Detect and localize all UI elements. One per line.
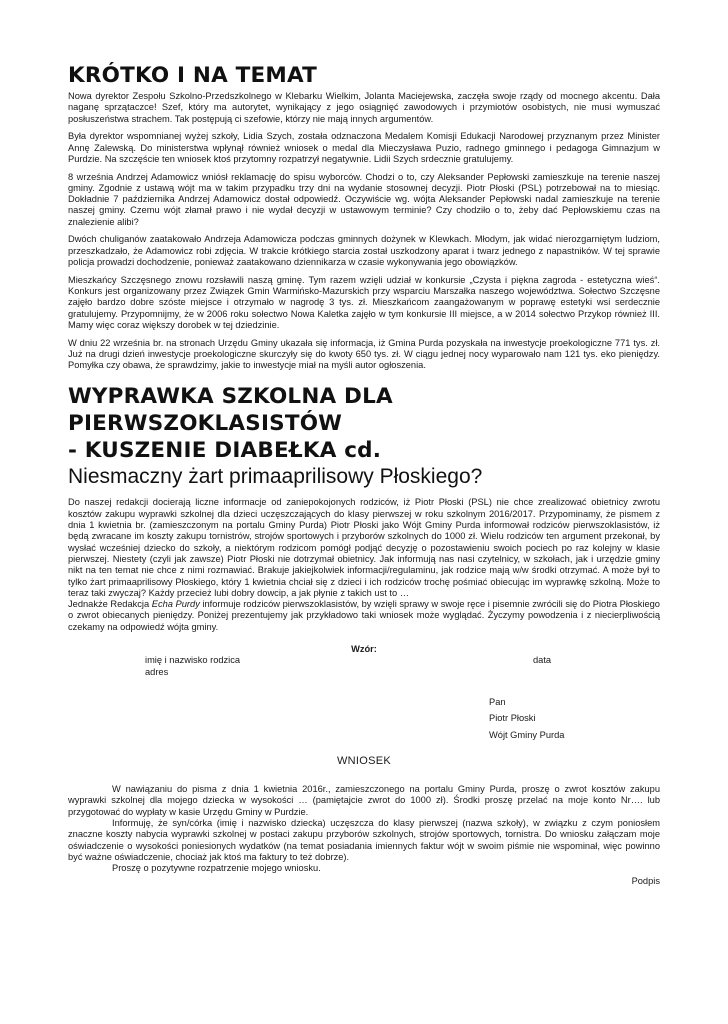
news-paragraph-3: 8 września Andrzej Adamowicz wniósł reklamację do spisu wyborców. Chodzi o to, czy Aleksander Pepłowski zamieszkuje na terenie naszej gminy. Zgodnie z ustawą wójt ma w takim przypadku trzy dni na wydanie stosownej decyzji. Piotr Płoski (PSL) potrzebował na to miesiąc. Dokładnie 7 października Andrzej Adamowicz dostał odpowiedź. Oczywiście wg. wójta Aleksander Pepłowski nadal zamieszkuje na terenie naszej gminy. Czemu wójt złamał prawo i nie wydał decyzji w ustawowym terminie? Czy chodziło o to, żeby dać Pepłowskiemu czas na znalezienie alibi? — [68, 171, 660, 227]
application-paragraph-2: Informuję, że syn/córka (imię i nazwisko dziecka) uczęszcza do klasy pierwszej (nazwa szkoły), w związku z czym poniosłem znaczne koszty nabycia wyprawki szkolnej w postaci zakupu przyborów szkolnych, strojów sportowych, tornistra. Do wniosku załączam moje oświadczenie o wysokości poniesionych wydatków (na temat posiadania imiennych faktur wójt w swoim piśmie nie wspominał, więc powinno być ważne oświadczenie, chociaż jak ktoś ma faktury to też dobrze). — [68, 817, 660, 862]
application-paragraph-3: Proszę o pozytywne rozpatrzenie mojego wniosku. — [112, 863, 321, 874]
date-label: data — [533, 655, 552, 666]
closing-text-end: informuje rodziców pierwszoklasistów, by wzięli sprawy w swoje ręce i pisemnie zwrócili się do Piotra Płoskiego o zwrot obiecanych pieniędzy. Poniżej prezentujemy jak przykładowo taki wniosek może wyglądać. Życzymy powodzenia i z niecierpliwością czekamy na odpowiedź wójta gminy. — [68, 599, 660, 632]
news-paragraph-4: Dwóch chuliganów zaatakowało Andrzeja Adamowicza podczas gminnych dożynek w Klewkach. Młodym, jak widać nierozgarniętym ludziom, przeszkadzało, że Adamowicz robi zdjęcia. W trakcie krótkiego starcia został uszkodzony aparat i twarz jednego z napastników. W tej sprawie policja prowadzi dochodzenie, ponieważ zaatakowano dziennikarza w czasie wykonywania jego obowiązków. — [68, 234, 660, 268]
news-paragraph-5: Mieszkańcy Szczęsnego znowu rozsławili naszą gminę. Tym razem wzięli udział w konkursie „Czysta i piękna zagroda - estetyczna wieś“. Konkurs jest organizowany przez Związek Gmin Warmińsko-Mazurskich przy wsparciu Marszałka naszego województwa. Sołectwo Szczęsne zajęło bardzo dobre szóste miejsce i otrzymało w nagrodę 3 tys. zł. Mieszkańcom zaangażowanym w poprawę estetyki wsi serdecznie gratulujemy. Przypomnijmy, że w 2006 roku sołectwo Nowa Kaletka zajęło w tym konkursie III miejsce, a w 2014 sołectwo Przykop również III. Mamy więc coraz większy dorobek w tej dziedzinie. — [68, 274, 660, 330]
template-label: Wzór: — [351, 644, 377, 655]
short-news-section — [68, 91, 660, 371]
newspaper-name: Echa Purdy — [151, 599, 200, 610]
document-page — [68, 62, 660, 888]
sender-row — [68, 655, 660, 666]
news-paragraph-1: Nowa dyrektor Zespołu Szkolno-Przedszkolnego w Klebarku Wielkim, Jolanta Maciejewska, zaczęła swoje rządy od mocnego akcentu. Dała naganę sprzątaczce! Szef, który ma autorytet, wynikający z jego osiągnięć zawodowych i przymiotów osobistych, nie musi wymuszać posłuszeństwa strachem. Tak postępują ci szefowie, którzy nie mają innych argumentów. — [68, 91, 660, 124]
closing-text-start: Jednakże Redakcja — [68, 599, 152, 610]
application-paragraph-1: W nawiązaniu do pisma z dnia 1 kwietnia 2016r., zamieszczonego na portalu Gminy Purda, proszę o zwrot kosztów zakupu wyprawki szkolnej dla mojego dziecka w wysokości … (pamiętajcie zwrot do 1000 zł). Środki proszę przelać na moje konto Nr…. lub przygotować do wypłaty w kasie Urzędu Gminy w Purdzie. — [68, 784, 660, 817]
section2-title-line1: WYPRAWKA SZKOLNA DLA PIERWSZOKLASISTÓW — [68, 384, 393, 437]
application-title: WNIOSEK — [336, 754, 392, 767]
section2-subtitle: Niesmaczny żart primaaprilisowy Płoskiego? — [68, 465, 483, 489]
recipient-line-2: Piotr Płoski — [489, 713, 536, 724]
section2-title-line2: - KUSZENIE DIABEŁKA cd. — [68, 438, 382, 464]
article-closing — [68, 599, 660, 633]
news-paragraph-2: Była dyrektor wspomnianej wyżej szkoły, Lidia Szych, została odznaczona Medalem Komisji Edukacji Narodowej przyznanym przez Minister Annę Zalewską. Do ministerstwa wpłynął również wniosek o medal dla Mieczysława Puzio, radnego gminnego i pedagoga Gimnazjum w Purdzie. Na szczęście ten wniosek ktoś przytomny rozpatrzył negatywnie. Lidii Szych srdecznie gratulujemy. — [68, 131, 660, 164]
article-intro: Do naszej redakcji docierają liczne informacje od zaniepokojonych rodziców, iż Piotr Płoski (PSL) nie chce zrealizować obietnicy zwrotu kosztów zakupu wyprawki szkolnej dla dzieci uczęszczających do klasy pierwszej w roku szkolnym 2016/2017. Przypominamy, że pismem z dnia 1 kwietnia br. (zamieszczonym na portalu Gminy Purda) Piotr Płoski jako Wójt Gminy Purda informował rodziców pierwszoklasistów, iż będą zwracane im koszty zakupu tornistrów, strojów sportowych i przyborów szkolnych do 1000 zł. Wielu rodziców ten argument przekonał, by wysłać wcześniej dziecko do szkoły, a niektórym rodzicom pomógł podjąć decyzję o pozostawieniu swoich pociech po raz kolejny w klasie pierwszej. Niestety (czyli jak zawsze) Piotr Płoski nie dotrzymał obietnicy. Jak informują nas nasi czytelnicy, w szkołach, jak i urzędzie gminy nikt na ten temat nie chce z nimi rozmawiać. Brakuje jakiejkolwiek informacji/regulaminu, jak rodzice mają w/w środki otrzymać. A może był to tylko żart primaaprilisowy Płoskiego, który 1 kwietnia chciał się z dzieci i ich rodziców trochę pośmiać obiecując im wyprawkę szkolną. Może to teraz taki zwyczaj? Każdy przecież lubi dobry dowcip, a jak płynie z takich ust to … — [68, 497, 660, 598]
article-body — [68, 497, 660, 633]
recipient-line-1: Pan — [489, 696, 506, 707]
news-paragraph-6: W dniu 22 września br. na stronach Urzędu Gminy ukazała się informacja, iż Gmina Purda pozyskała na inwestycje proekologiczne 771 tys. zł. Już na drugi dzień inwestycje proekologiczne skurczyły się do kwoty 650 tys. zł. W ciągu jednej nocy wyparowało nam 121 tys. eko pieniędzy. Pomyłka czy obawa, że sprawdzimy, jakie to inwestycje miał na myśli autor ogłoszenia. — [68, 337, 660, 371]
application-body — [68, 784, 660, 874]
address-label: adres — [145, 666, 169, 677]
recipient-block — [489, 696, 660, 741]
signature-label: Podpis — [631, 876, 660, 887]
recipient-line-3: Wójt Gminy Purda — [489, 729, 565, 740]
section2-heading — [68, 383, 660, 489]
section1-title: KRÓTKO I NA TEMAT — [68, 63, 318, 88]
parent-name-label: imię i nazwisko rodzica — [145, 655, 241, 666]
application-template — [68, 644, 660, 888]
